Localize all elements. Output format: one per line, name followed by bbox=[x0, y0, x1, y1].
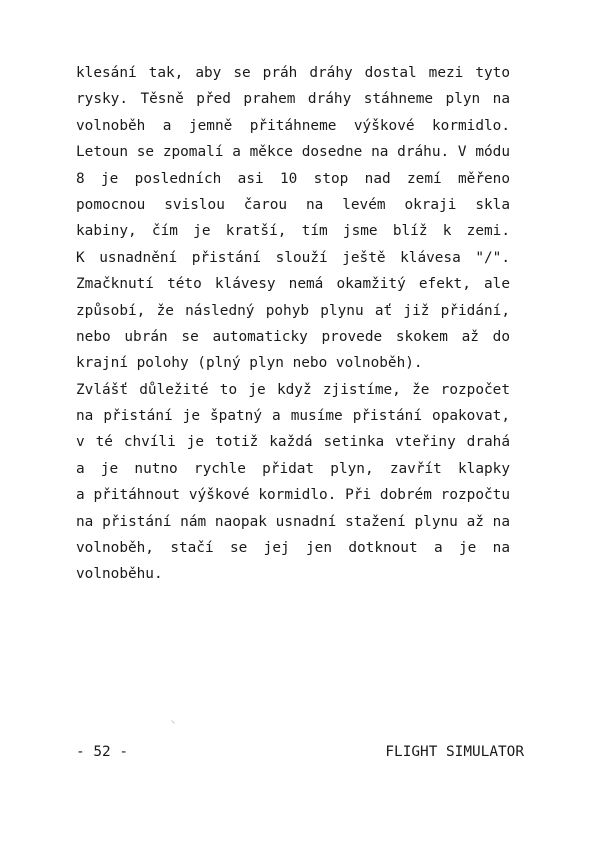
text-line: volnoběh a jemně přitáhneme výškové kormidlo. bbox=[76, 117, 510, 134]
text-line: volnoběhu. bbox=[76, 566, 163, 583]
text-line: na přistání nám naopak usnadní stažení plynu až na bbox=[76, 513, 510, 530]
text-line: na přistání je špatný a musíme přistání opakovat, bbox=[76, 408, 510, 425]
text-line: rysky. Těsně před prahem dráhy stáhneme plyn na bbox=[76, 91, 510, 108]
text-line: Zvlášť důležité to je když zjistíme, že rozpočet bbox=[76, 381, 510, 398]
page-number: - 52 - bbox=[76, 744, 128, 760]
text-line: pomocnou svislou čarou na levém okraji skla bbox=[76, 196, 510, 213]
text-line: a je nutno rychle přidat plyn, zavřít klapky bbox=[76, 460, 510, 477]
text-line: krajní polohy (plný plyn nebo volnoběh). bbox=[76, 355, 423, 372]
text-line: nebo ubrán se automaticky provede skokem až do bbox=[76, 328, 510, 345]
body-text bbox=[76, 60, 510, 588]
running-title: FLIGHT SIMULATOR bbox=[385, 744, 524, 760]
text-line: způsobí, že následný pohyb plynu ať již přidání, bbox=[76, 302, 510, 319]
text-line: a přitáhnout výškové kormidlo. Při dobrém rozpočtu bbox=[76, 487, 510, 504]
text-line: kabiny, čím je kratší, tím jsme blíž k zemi. bbox=[76, 223, 510, 240]
text-line: v té chvíli je totiž každá setinka vteřiny drahá bbox=[76, 434, 510, 451]
text-line: klesání tak, aby se práh dráhy dostal mezi tyto bbox=[76, 65, 510, 81]
text-line: 8 je posledních asi 10 stop nad zemí měřeno bbox=[76, 170, 510, 187]
scan-speck bbox=[171, 720, 175, 724]
text-line: Letoun se zpomalí a měkce dosedne na dráhu. V módu bbox=[76, 144, 510, 161]
text-line: volnoběh, stačí se jej jen dotknout a je na bbox=[76, 540, 510, 557]
text-line: K usnadnění přistání slouží ještě klávesa "/". bbox=[76, 249, 510, 266]
text-line: Zmačknutí této klávesy nemá okamžitý efekt, ale bbox=[76, 276, 510, 293]
page-footer bbox=[76, 742, 524, 762]
